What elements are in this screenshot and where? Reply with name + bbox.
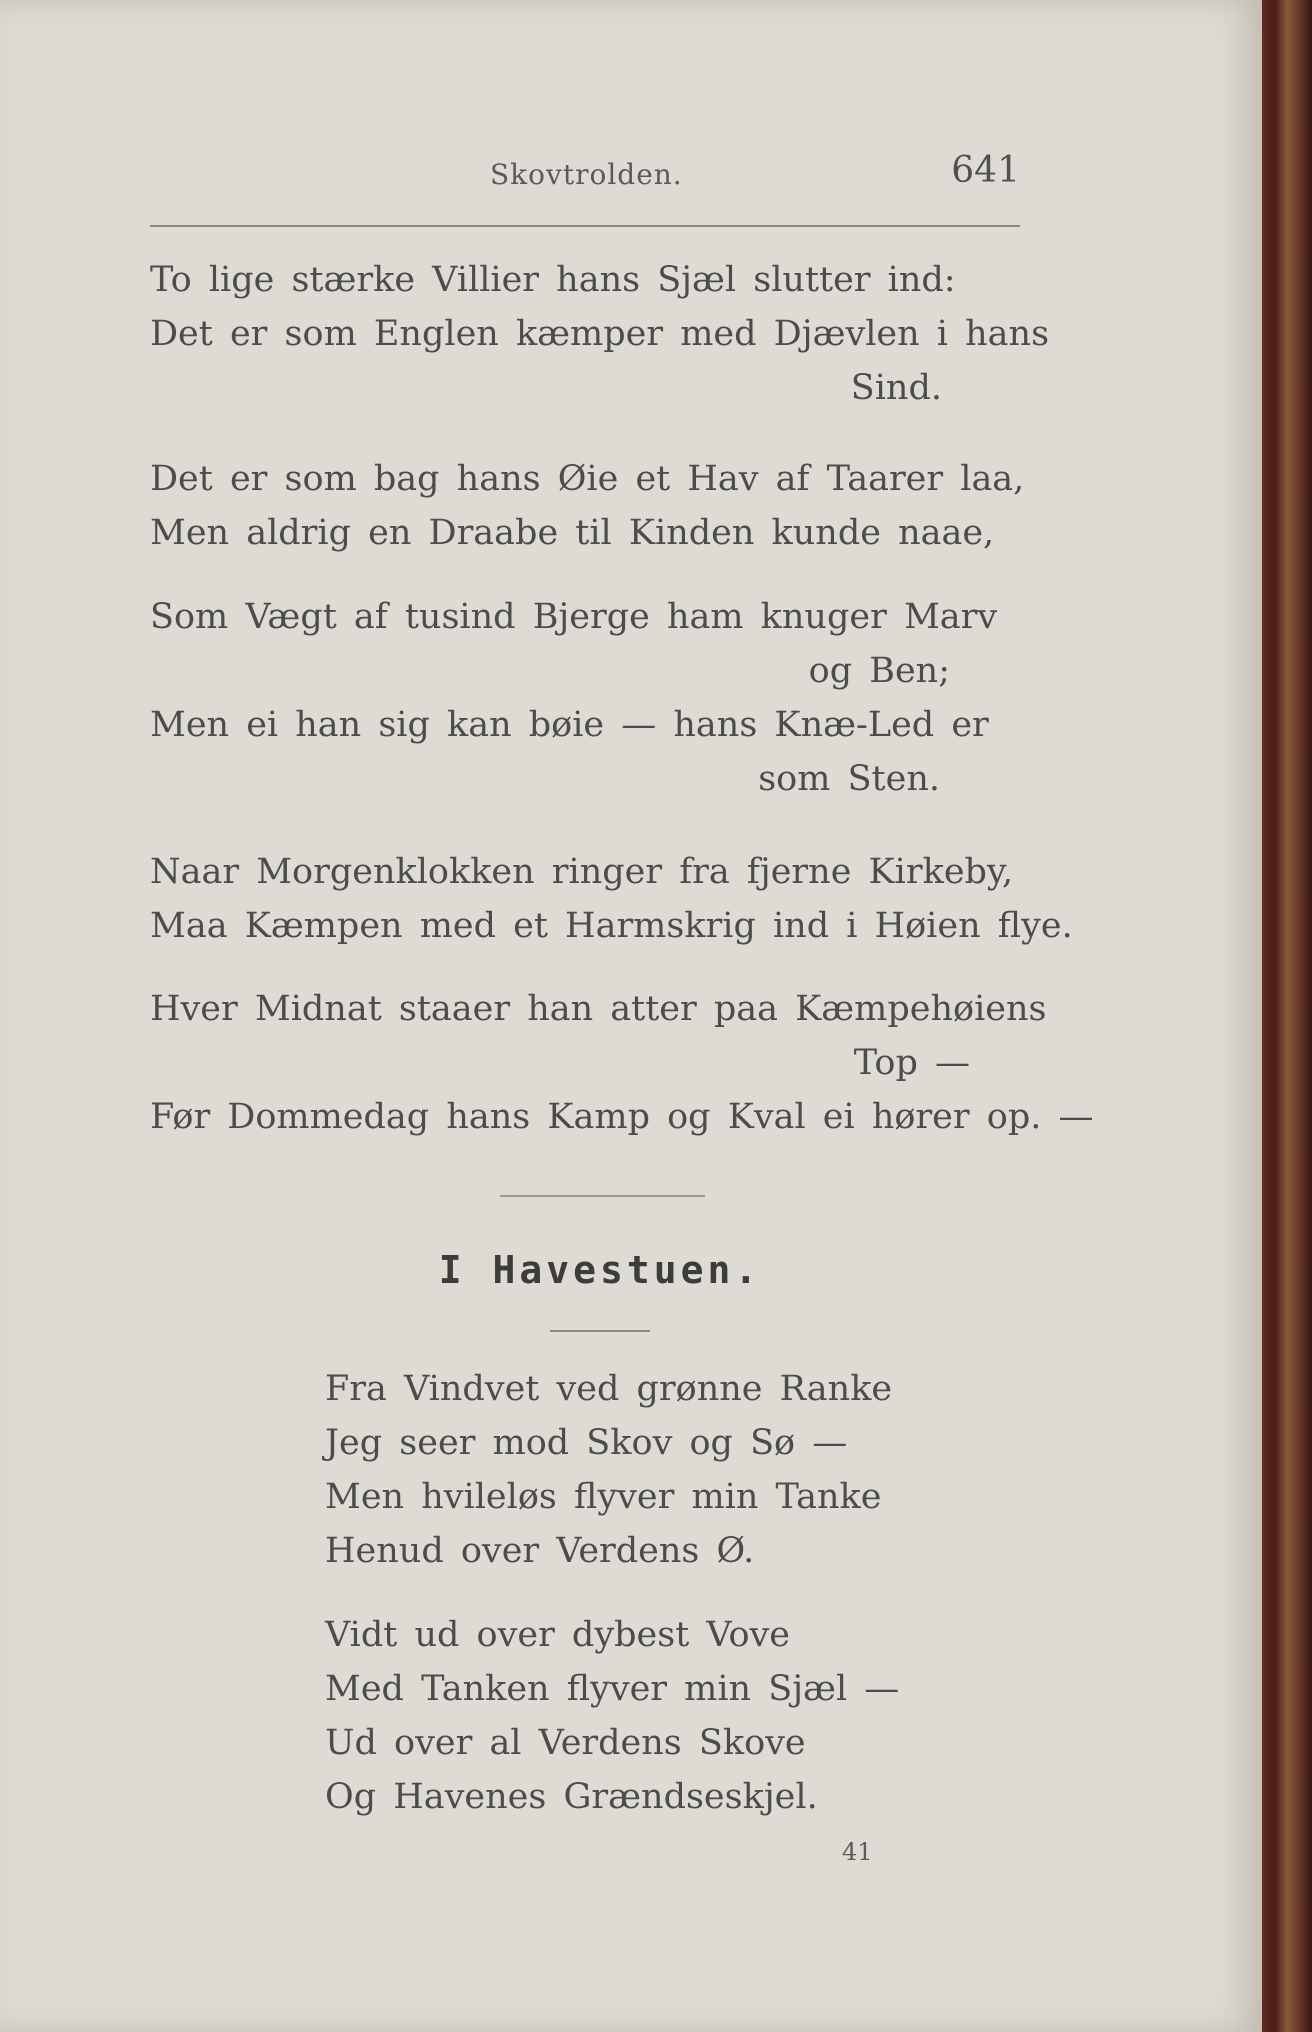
poem-title: I Havestuen. bbox=[438, 1248, 762, 1292]
poem-line: Som Vægt af tusind Bjerge ham knuger Marv bbox=[150, 597, 998, 637]
poem2-stanza-1 bbox=[325, 1362, 925, 1578]
poem-line: Før Dommedag hans Kamp og Kval ei hører op. — bbox=[150, 1097, 1094, 1137]
poem1-stanza-4 bbox=[150, 845, 1073, 953]
poem-line: Ud over al Verdens Skove bbox=[325, 1723, 806, 1763]
poem-line: Det er som Englen kæmper med Djævlen i hans bbox=[150, 314, 1050, 354]
poem1-stanza-1 bbox=[150, 253, 1050, 415]
running-head bbox=[150, 150, 1020, 200]
poem-line: Henud over Verdens Ø. bbox=[325, 1531, 755, 1571]
poem-line: Det er som bag hans Øie et Hav af Taarer laa, bbox=[150, 459, 1025, 499]
poem-line: Men aldrig en Draabe til Kinden kunde naae, bbox=[150, 513, 995, 553]
signature-mark: 41 bbox=[842, 1838, 873, 1866]
poem-line-continuation: Top — bbox=[853, 1043, 970, 1083]
running-title: Skovtrolden. bbox=[490, 158, 683, 191]
poem-line: Fra Vindvet ved grønne Ranke bbox=[325, 1369, 893, 1409]
poem-line-continuation: Sind. bbox=[850, 368, 942, 408]
poem-line: Jeg seer mod Skov og Sø — bbox=[325, 1423, 848, 1463]
poem-line: Maa Kæmpen med et Harmskrig ind i Høien flye. bbox=[150, 906, 1073, 946]
poem1-stanza-5 bbox=[150, 982, 1094, 1144]
page-number: 641 bbox=[951, 150, 1020, 191]
header-rule bbox=[150, 225, 1020, 227]
poem2-stanza-2 bbox=[325, 1608, 925, 1824]
poem-line: Og Havenes Grændseskjel. bbox=[325, 1777, 818, 1817]
title-rule bbox=[550, 1330, 650, 1332]
poem-line-continuation: som Sten. bbox=[758, 759, 940, 799]
poem-line: To lige stærke Villier hans Sjæl slutter ind: bbox=[150, 260, 956, 300]
poem-line: Men ei han sig kan bøie — hans Knæ-Led er bbox=[150, 705, 989, 745]
poem-line: Vidt ud over dybest Vove bbox=[325, 1615, 791, 1655]
poem-line: Naar Morgenklokken ringer fra fjerne Kirkeby, bbox=[150, 852, 1014, 892]
poem1-stanza-3 bbox=[150, 590, 1030, 806]
poem-line: Med Tanken flyver min Sjæl — bbox=[325, 1669, 900, 1709]
section-divider bbox=[500, 1195, 705, 1197]
poem-line: Hver Midnat staaer han atter paa Kæmpehøiens bbox=[150, 989, 1047, 1029]
poem-line-continuation: og Ben; bbox=[808, 651, 950, 691]
poem-line: Men hvileløs flyver min Tanke bbox=[325, 1477, 882, 1517]
poem1-stanza-2 bbox=[150, 452, 1030, 560]
